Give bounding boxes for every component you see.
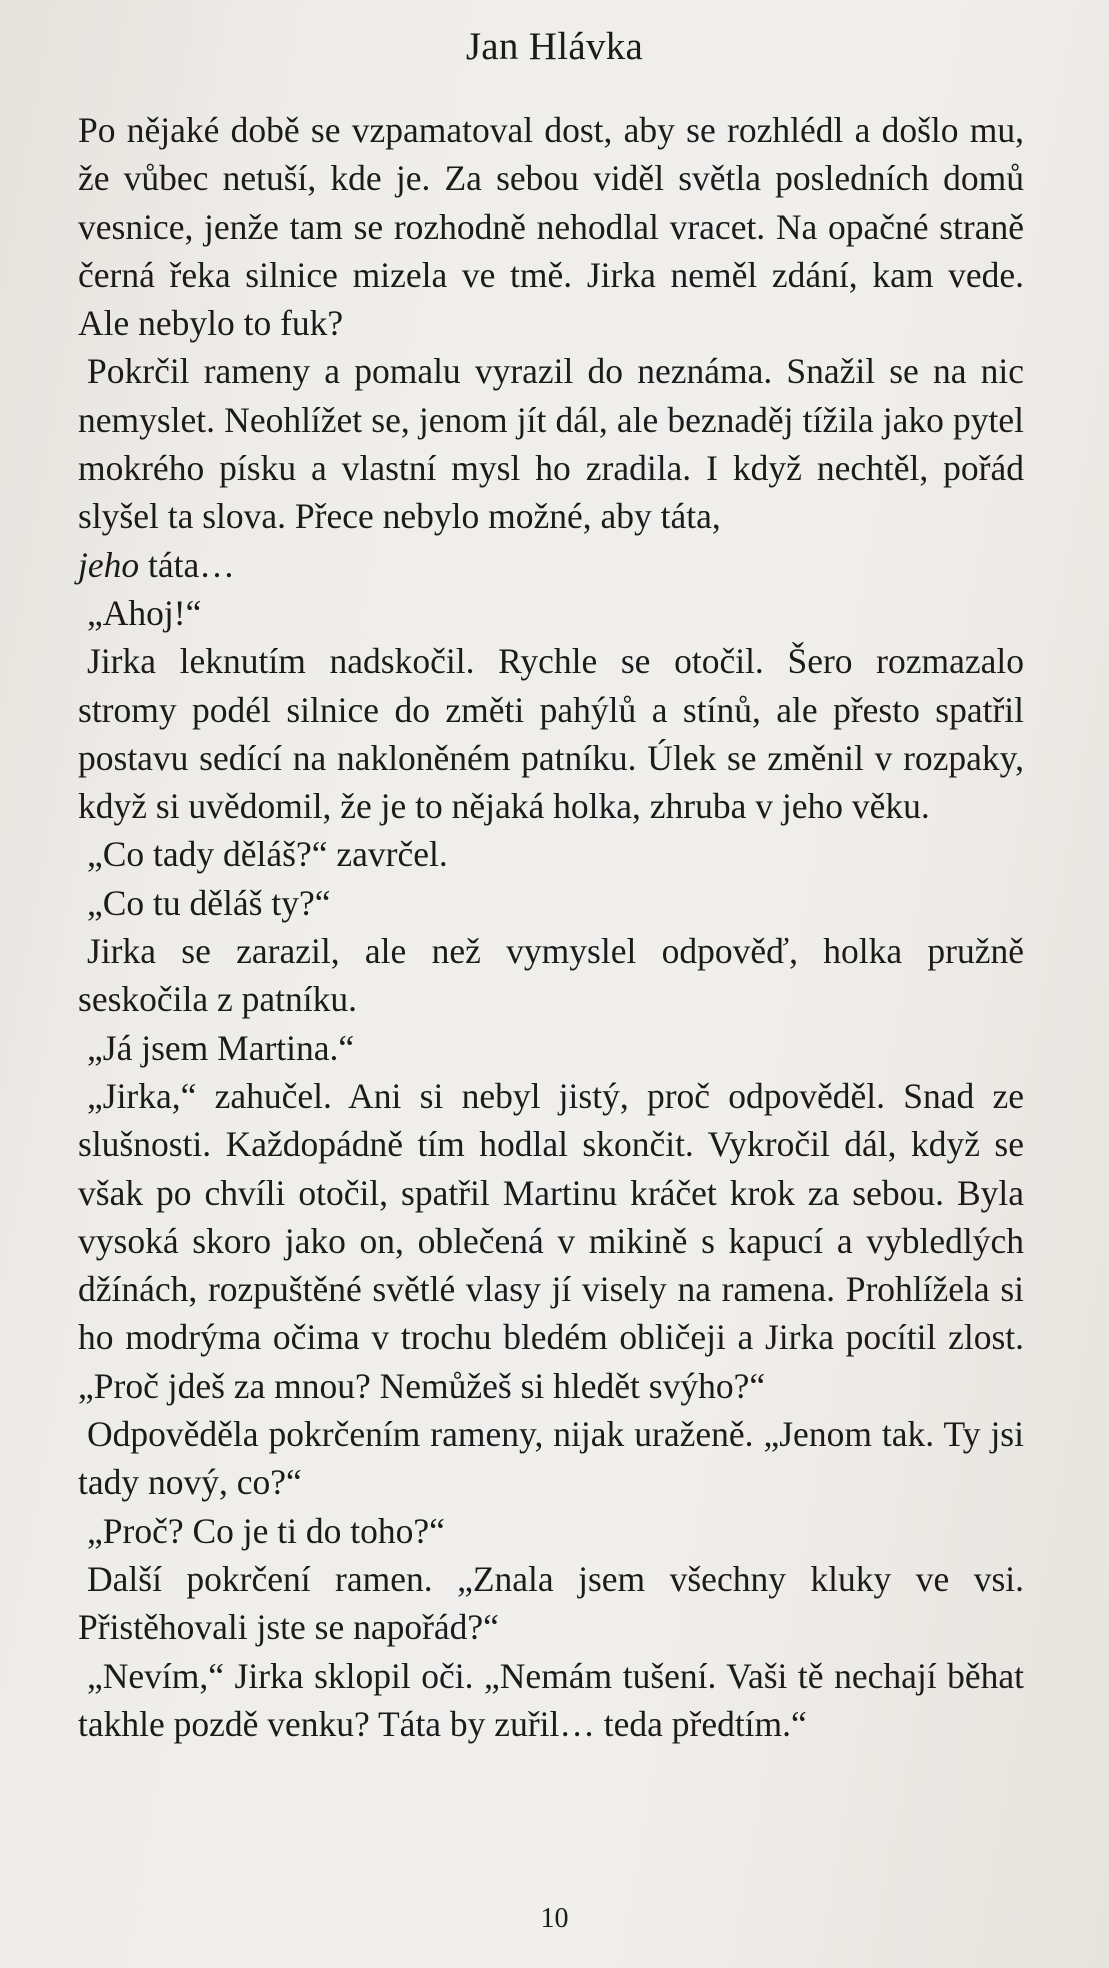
paragraph: Další pokrčení ramen. „Znala jsem všechny kluky ve vsi. Přistěhovali jste se napořád?“: [78, 1558, 1024, 1648]
paragraph: Jirka leknutím nadskočil. Rychle se otočil. Šero rozmazalo stromy podél silnice do změti pahýlů a stínů, ale přesto spatřil postavu sedící na nakloněném patníku. Úlek se změnil v rozpaky, když si uvědomil, že je to nějaká holka, zhruba v jeho věku.: [78, 641, 1024, 827]
paragraph: „Co tu děláš ty?“: [87, 882, 331, 923]
paragraph: Odpověděla pokrčením rameny, nijak uraženě. „Jenom tak. Ty jsi tady nový, co?“: [78, 1414, 1024, 1503]
running-head: Jan Hlávka: [465, 25, 644, 68]
paragraph: „Jirka,“ zahučel. Ani si nebyl jistý, proč odpověděl. Snad ze slušnosti. Každopádně tím hodlal skončit. Vykročil dál, když se však po chvíli otočil, spatřil Martinu kráčet krok za sebou. Byla vysoká skoro jako on, oblečená v mikině s kapucí a vybledlých džínách, rozpuštěné světlé vlasy jí visely na ramena. Prohlížela si ho modrýma očima v trochu bledém obličeji a Jirka pocítil zlost. „Proč jdeš za mnou? Nemůžeš si hledět svýho?“: [78, 1075, 1024, 1406]
body-text: [78, 106, 1024, 1748]
paragraph: „Já jsem Martina.“: [87, 1027, 355, 1068]
paragraph: „Proč? Co je ti do toho?“: [87, 1510, 445, 1551]
paragraph-text: Pokrčil rameny a pomalu vyrazil do neznáma. Snažil se na nic nemyslet. Neohlížet se, jenom jít dál, ale beznaděj tížila jako pytel mokrého písku a vlastní mysl ho zradila. I když nechtěl, pořád slyšel ta slova. Přece nebylo možné, aby táta,: [78, 351, 1024, 537]
paragraph: Jirka se zarazil, ale než vymyslel odpověď, holka pružně seskočila z patníku.: [78, 931, 1024, 1020]
paragraph: „Nevím,“ Jirka sklopil oči. „Nemám tušení. Vaši tě nechají běhat takhle pozdě venku? Táta by zuřil… teda předtím.“: [78, 1655, 1024, 1744]
emphasis-text: jeho: [78, 544, 140, 585]
paragraph: [78, 347, 1024, 588]
paragraph-text-tail: táta…: [139, 544, 235, 585]
paragraph: Po nějaké době se vzpamatoval dost, aby se rozhlédl a došlo mu, že vůbec netuší, kde je. Za sebou viděl světla posledních domů vesnice, jenže tam se rozhodně nehodlal vracet. Na opačné straně černá řeka silnice mizela ve tmě. Jirka neměl zdání, kam vede. Ale nebylo to fuk?: [78, 110, 1024, 344]
paragraph: „Ahoj!“: [87, 592, 202, 633]
page-number: 10: [540, 1903, 569, 1934]
paragraph: „Co tady děláš?“ zavrčel.: [87, 834, 448, 875]
